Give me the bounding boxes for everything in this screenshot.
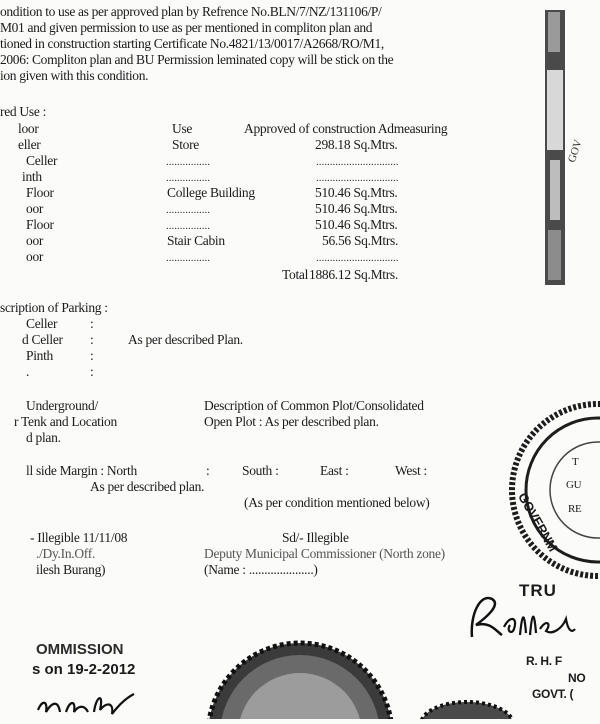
row-area: 510.46 Sq.Mtrs. (315, 201, 398, 216)
seal-fragment: RE (568, 503, 582, 515)
row-floor: oor (26, 201, 44, 216)
margin-east: East : (320, 463, 349, 478)
row-floor: oor (26, 233, 44, 248)
stamp-strip (545, 10, 565, 285)
tank-text: d plan. (26, 430, 61, 445)
commissioner-name: (Name : .....................) (204, 562, 318, 577)
parking-colon: : (90, 332, 94, 347)
seal-fragment: T (572, 456, 579, 468)
intro-paragraph (0, 4, 482, 84)
secondary-seal (420, 694, 515, 719)
row-floor: Floor (26, 185, 54, 200)
header-floor: loor (18, 121, 39, 136)
parking-colon: : (90, 364, 94, 379)
dotted-blank: ................ (166, 172, 210, 184)
use-table-title: red Use : (0, 104, 47, 119)
margin-note: (As per condition mentioned below) (244, 495, 430, 510)
parking-colon: : (90, 348, 94, 363)
true-copy-stamp: TRU (519, 581, 557, 600)
signature-scribble (462, 581, 577, 645)
parking-label: d Celler (22, 332, 63, 347)
common-plot-text: Description of Common Plot/Consolidated (204, 398, 424, 413)
tank-text: r Tenk and Location (14, 414, 117, 429)
intro-line: ondition to use as per approved plan by Refrence No.BLN/7/NZ/131106/P/ (0, 4, 382, 19)
handwritten-signature (462, 581, 577, 645)
parking-value: As per described Plan. (128, 332, 243, 347)
initials-scribble (34, 688, 144, 719)
official-stamp-line: R. H. F (526, 654, 562, 668)
official-stamp-line: GOVT. ( (532, 687, 574, 701)
notary-seal-graphic (205, 640, 395, 719)
dotted-blank: ................ (166, 220, 210, 232)
margin-west: West : (395, 463, 427, 478)
row-floor: oor (26, 249, 44, 264)
dotted-blank: .............................. (316, 252, 399, 264)
handwritten-initials (34, 688, 144, 719)
row-use: College Building (167, 185, 255, 200)
tank-text: Underground/ (26, 398, 98, 413)
seal-text: GOVERNM (515, 490, 561, 554)
dotted-blank: .............................. (316, 172, 399, 184)
header-use: Use (172, 121, 193, 136)
total-value: 1886.12 Sq.Mtrs. (309, 267, 398, 282)
commission-stamp-text: OMMISSION (36, 641, 124, 658)
row-floor: Floor (26, 217, 54, 232)
row-use: Store (172, 137, 199, 152)
intro-line: ion given with this condition. (0, 68, 149, 83)
margin-label: ll side Margin : North (26, 463, 137, 478)
commissioner-designation: Deputy Municipal Commissioner (North zone) (204, 546, 445, 561)
stamp-strip-texture (545, 10, 565, 285)
row-floor: inth (22, 169, 42, 184)
intro-line: 2006: Compliton plan and BU Permission leminated copy will be stick on the (0, 52, 394, 67)
commission-stamp-date: s on 19-2-2012 (32, 661, 136, 678)
officer-signature-line: - Illegible 11/11/08 (30, 530, 128, 545)
row-use: Stair Cabin (167, 233, 225, 248)
common-plot-text: Open Plot : As per described plan. (204, 414, 379, 429)
dotted-blank: ................ (166, 204, 210, 216)
parking-label: . (26, 364, 30, 379)
dotted-blank: ................ (166, 252, 210, 264)
parking-label: Celler (26, 316, 58, 331)
margin-south: South : (242, 463, 279, 478)
commissioner-signature-line: Sd/- Illegible (282, 530, 349, 545)
row-area: 298.18 Sq.Mtrs. (315, 137, 398, 152)
parking-label: Pinth (26, 348, 54, 363)
stamp-gov-text: GOV (565, 138, 585, 165)
header-area: Approved of construction Admeasuring (244, 121, 448, 136)
parking-colon: : (90, 316, 94, 331)
dotted-blank: ................ (166, 156, 210, 168)
row-area: 56.56 Sq.Mtrs. (322, 233, 399, 248)
officer-designation: ./Dy.In.Off. (36, 546, 96, 561)
intro-line: tioned in construction starting Certificate No.4821/13/0017/A2668/RO/M1, (0, 36, 384, 51)
seal-fragment: GU (566, 479, 582, 491)
intro-line: M01 and given permission to use as per mentioned in compliton plan and (0, 20, 373, 35)
row-area: 510.46 Sq.Mtrs. (315, 217, 398, 232)
seal-graphic (506, 400, 600, 580)
officer-name: ilesh Burang) (36, 562, 106, 577)
official-stamp-line: NO (568, 671, 586, 685)
row-floor: eller (18, 137, 41, 152)
row-area: 510.46 Sq.Mtrs. (315, 185, 398, 200)
total-label: Total (282, 267, 309, 282)
margin-value: As per described plan. (90, 479, 205, 494)
row-floor: Celler (26, 153, 58, 168)
government-seal (506, 400, 600, 580)
margin-colon: : (206, 463, 210, 478)
secondary-seal-graphic (420, 694, 515, 719)
dotted-blank: .............................. (316, 156, 399, 168)
notary-seal (205, 640, 395, 719)
parking-title: scription of Parking : (0, 300, 108, 315)
